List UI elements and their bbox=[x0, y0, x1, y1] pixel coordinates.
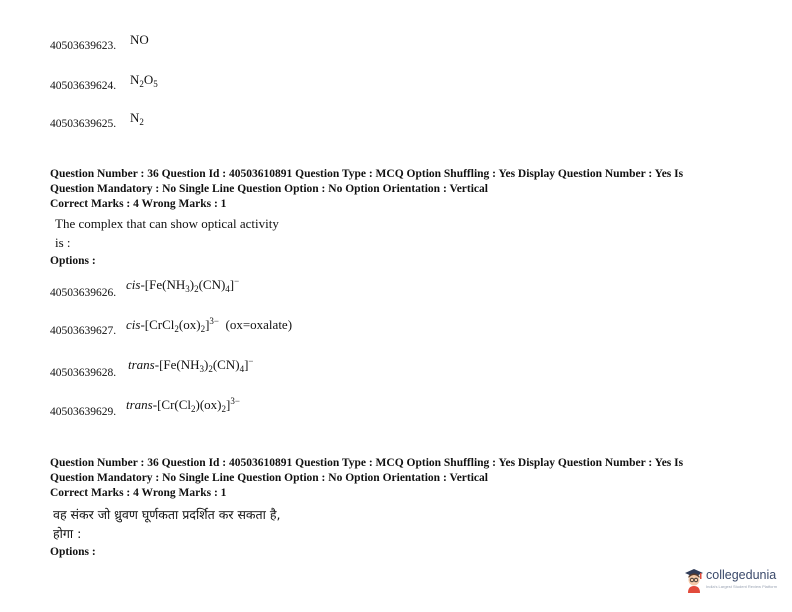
option-id-623: 40503639623. bbox=[50, 40, 117, 52]
question-meta-line2-hi: Question Mandatory : No Single Line Question Option : No Option Orientation : Vertical bbox=[50, 472, 488, 484]
question-meta-line2: Question Mandatory : No Single Line Question Option : No Option Orientation : Vertical bbox=[50, 183, 488, 195]
option-text-628: trans-$[Fe(NH_3)_2(CN)_4]^-$ bbox=[128, 356, 254, 374]
graduate-mascot-icon bbox=[684, 567, 704, 593]
option-id-625: 40503639625. bbox=[50, 118, 117, 130]
option-formula: NO bbox=[130, 32, 149, 47]
option-id-628: 40503639628. bbox=[50, 367, 117, 379]
logo-name: collegedunia bbox=[706, 568, 777, 582]
option-text-626: cis-$[Fe(NH_3)_2(CN)_4]^-$ bbox=[126, 276, 240, 294]
option-id-627: 40503639627. bbox=[50, 325, 117, 337]
option-id-624: 40503639624. bbox=[50, 80, 117, 92]
question-meta-line1: Question Number : 36 Question Id : 40503610891 Question Type : MCQ Option Shuffling : Yes Display Question Number : Yes Is bbox=[50, 168, 684, 180]
option-id-629: 40503639629. bbox=[50, 406, 117, 418]
logo-tagline: India's Largest Student Review Platform bbox=[706, 584, 778, 589]
options-label-hi: Options : bbox=[50, 546, 96, 558]
question-text-hi-line2: होगा : bbox=[53, 526, 82, 541]
question-marks-hi: Correct Marks : 4 Wrong Marks : 1 bbox=[50, 487, 227, 499]
option-text-623 bbox=[130, 32, 149, 48]
collegedunia-logo bbox=[684, 566, 788, 596]
question-text-line2: is : bbox=[55, 235, 71, 250]
option-text-627: cis-$[CrCl_2(ox)_2]^{3-}$ (ox=oxalate) bbox=[126, 316, 293, 334]
option-id-626: 40503639626. bbox=[50, 287, 117, 299]
question-text-line1: The complex that can show optical activity bbox=[55, 216, 279, 231]
question-meta-line1-hi: Question Number : 36 Question Id : 40503610891 Question Type : MCQ Option Shuffling : Yes Display Question Number : Yes Is bbox=[50, 457, 684, 469]
question-text-hi-line1: वह संकर जो ध्रुवण घूर्णकता प्रदर्शित कर सकता है, bbox=[53, 507, 281, 522]
question-marks: Correct Marks : 4 Wrong Marks : 1 bbox=[50, 198, 227, 210]
option-text-629: trans-$[Cr(Cl_2)(ox)_2]^{3-}$ bbox=[126, 396, 240, 414]
option-text-625: $N_2$ bbox=[130, 110, 144, 127]
options-label: Options : bbox=[50, 255, 96, 267]
option-text-624: $N_2O_5$ bbox=[130, 72, 158, 89]
